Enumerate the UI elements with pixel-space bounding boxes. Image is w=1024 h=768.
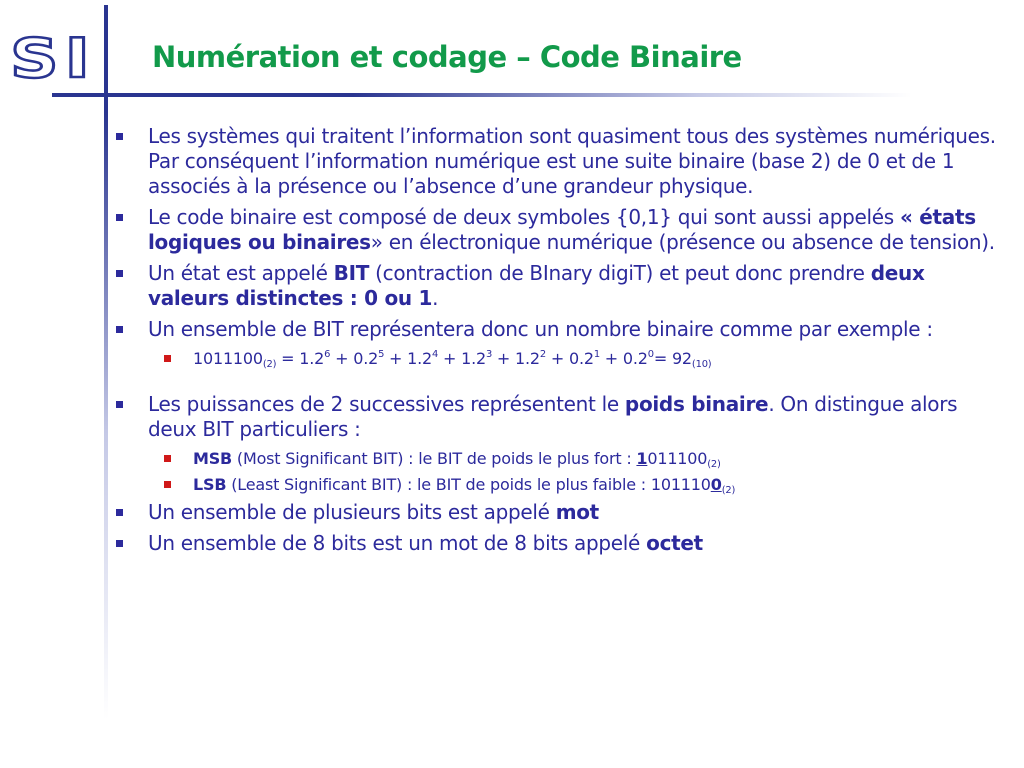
lsb-bit: 0 [710,475,722,494]
sub-bullet-example: $1011100_{(2)} = 1.2^6 + 0.2^5 + 1.2^4 + 1.2^3 + 1.2^2 + 0.2^1 + 0.2^0= 92_{(10)}$ [116,348,1006,370]
si-logo [8,26,104,86]
bullet-bit: Un état est appelé BIT (contraction de BInary digiT) et peut donc prendre deux valeurs distinctes : 0 ou 1. [116,261,1006,311]
bullet-code-binaire: Le code binaire est composé de deux symboles {0,1} qui sont aussi appelés « états logiques ou binaires» en électronique numérique (présence ou absence de tension). [116,205,1006,255]
horizontal-divider [52,93,912,97]
bullet-poids-binaire: Les puissances de 2 successives représentent le poids binaire. On distingue alors deux BIT particuliers : [116,392,1006,442]
bullet-mot: Un ensemble de plusieurs bits est appelé mot [116,500,1006,525]
msb-bit: 1 [636,449,648,468]
sub-bullet-lsb: LSB (Least Significant BIT) : le BIT de poids le plus faible : $1011100_{(2)}$ [116,474,1006,496]
bullet-octet: Un ensemble de 8 bits est un mot de 8 bits appelé octet [116,531,1006,556]
page-title: Numération et codage – Code Binaire [152,40,742,74]
bullet-ensemble-bit: Un ensemble de BIT représentera donc un nombre binaire comme par exemple : [116,317,1006,342]
slide-content [116,124,1006,562]
spacer [116,374,1006,392]
vertical-divider [104,5,108,720]
bullet-systemes: Les systèmes qui traitent l’information sont quasiment tous des systèmes numériques. Par conséquent l’information numérique est une suite binaire (base 2) de 0 et de 1 associés à la présence ou l’absence d’une grandeur physique. [116,124,1006,199]
sub-bullet-msb: MSB (Most Significant BIT) : le BIT de poids le plus fort : $1011100_{(2)}$ [116,448,1006,470]
si-logo-text: SI [10,27,97,86]
